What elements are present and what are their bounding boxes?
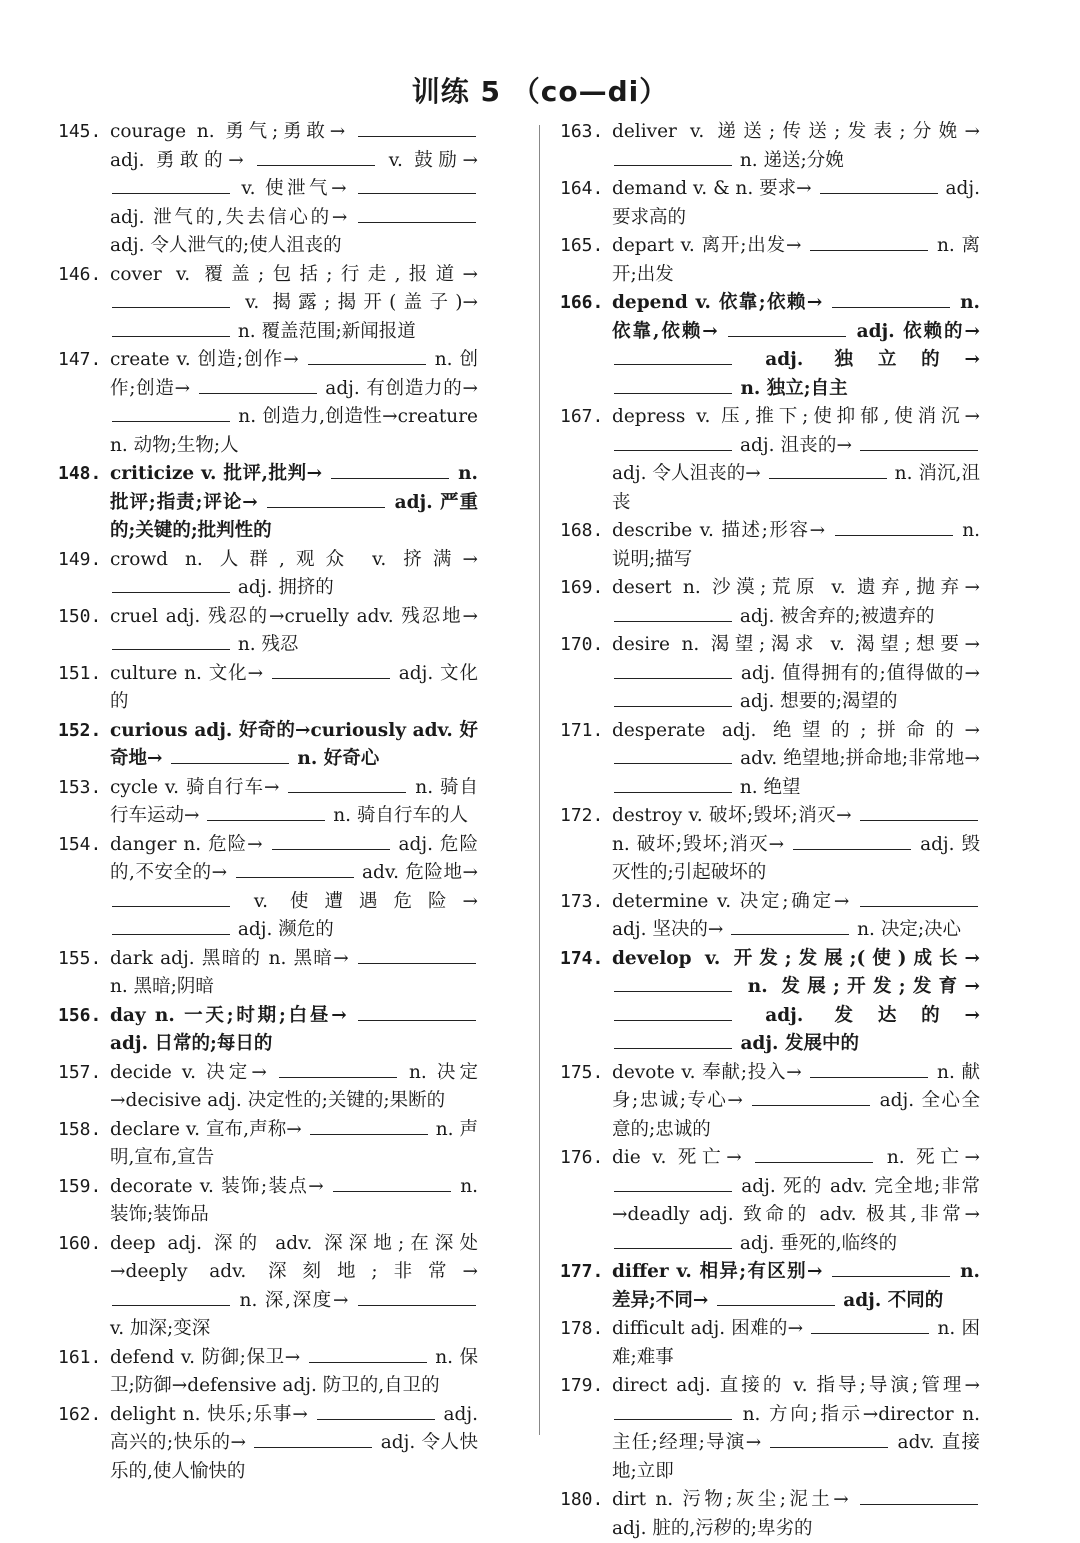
- entry-text: depend v. 依靠;依赖→ n. 依靠,依赖→ adj. 依赖的→ adj. 独立的→ n. 独立;自主: [612, 292, 980, 399]
- answer-blank[interactable]: [288, 774, 406, 793]
- entry-text: dark adj. 黑暗的 n. 黑暗→ n. 黑暗;阴暗: [110, 948, 478, 998]
- answer-blank[interactable]: [835, 517, 953, 536]
- answer-blank[interactable]: [731, 916, 849, 935]
- answer-blank[interactable]: [614, 432, 732, 451]
- entry-number: 174.: [560, 947, 604, 969]
- entry-number: 175.: [560, 1061, 604, 1083]
- answer-blank[interactable]: [279, 1059, 397, 1078]
- answer-blank[interactable]: [112, 318, 230, 337]
- answer-blank[interactable]: [860, 432, 978, 451]
- entry-number: 150.: [58, 605, 102, 627]
- vocab-entry: [58, 774, 478, 831]
- answer-blank[interactable]: [860, 802, 978, 821]
- answer-blank[interactable]: [254, 1429, 372, 1448]
- answer-blank[interactable]: [810, 232, 928, 251]
- left-column: [58, 118, 478, 1486]
- entry-number: 154.: [58, 833, 102, 855]
- answer-blank[interactable]: [331, 460, 449, 479]
- entry-number: 169.: [560, 577, 604, 598]
- entry-text: crowd n. 人群,观众 v. 挤满→ adj. 拥挤的: [110, 548, 478, 598]
- answer-blank[interactable]: [770, 1429, 888, 1448]
- answer-blank[interactable]: [112, 631, 230, 650]
- answer-blank[interactable]: [207, 802, 325, 821]
- entry-text: cover v. 覆盖;包括;行走,报道→ v. 揭露;揭开(盖子)→ n. 覆盖范围;新闻报道: [110, 263, 478, 342]
- entry-text: describe v. 描述;形容→ n. 说明;描写: [612, 520, 980, 570]
- entry-number: 168.: [560, 520, 604, 541]
- entry-text: deliver v. 递送;传送;发表;分娩→ n. 递送;分娩: [612, 121, 980, 171]
- column-divider: [539, 125, 540, 1435]
- entry-text: curious adj. 好奇的→curiously adv. 好奇地→ n. 好奇心: [110, 719, 478, 769]
- answer-blank[interactable]: [358, 118, 476, 137]
- entry-number: 166.: [560, 292, 604, 313]
- answer-blank[interactable]: [272, 831, 390, 850]
- answer-blank[interactable]: [267, 489, 385, 508]
- answer-blank[interactable]: [793, 831, 911, 850]
- answer-blank[interactable]: [832, 289, 950, 308]
- entry-text: declare v. 宣布,声称→ n. 声明,宣布,宣告: [110, 1119, 478, 1169]
- answer-blank[interactable]: [309, 1344, 427, 1363]
- answer-blank[interactable]: [752, 1087, 870, 1106]
- vocab-entry: [58, 1344, 478, 1401]
- answer-blank[interactable]: [717, 1287, 835, 1306]
- answer-blank[interactable]: [358, 204, 476, 223]
- answer-blank[interactable]: [614, 688, 732, 707]
- entry-number: 163.: [560, 121, 604, 142]
- entry-text: die v. 死亡→ n. 死亡→ adj. 死的 adv. 完全地;非常→deadly adj. 致命的 adv. 极其,非常→ adj. 垂死的,临终的: [612, 1147, 980, 1254]
- vocab-entry: [560, 631, 980, 717]
- entry-text: difficult adj. 困难的→ n. 困难;难事: [612, 1318, 980, 1368]
- answer-blank[interactable]: [199, 375, 317, 394]
- vocab-entry: [560, 1258, 980, 1315]
- vocab-entry: [560, 118, 980, 175]
- entry-number: 152.: [58, 719, 102, 741]
- entry-text: culture n. 文化→ adj. 文化的: [110, 663, 478, 713]
- answer-blank[interactable]: [614, 1230, 732, 1249]
- entry-text: demand v. & n. 要求→ adj. 要求高的: [612, 178, 980, 228]
- answer-blank[interactable]: [614, 774, 732, 793]
- vocab-entry: [58, 1173, 478, 1230]
- answer-blank[interactable]: [755, 1144, 873, 1163]
- vocab-entry: [560, 717, 980, 803]
- entry-text: depart v. 离开;出发→ n. 离开;出发: [612, 235, 980, 285]
- entry-text: decide v. 决定→ n. 决定→decisive adj. 决定性的;关键的;果断的: [110, 1062, 478, 1112]
- entry-number: 164.: [560, 178, 604, 199]
- vocab-entry: [560, 1315, 980, 1372]
- entry-text: destroy v. 破坏;毁坏;消灭→ n. 破坏;毁坏;消灭→ adj. 毁灭性的;引起破坏的: [612, 805, 980, 883]
- entry-text: desert n. 沙漠;荒原 v. 遗弃,抛弃→ adj. 被舍弃的;被遗弃的: [612, 577, 980, 627]
- answer-blank[interactable]: [257, 147, 375, 166]
- answer-blank[interactable]: [358, 945, 476, 964]
- answer-blank[interactable]: [614, 375, 732, 394]
- vocab-entry: [560, 802, 980, 888]
- answer-blank[interactable]: [333, 1173, 451, 1192]
- entry-number: 165.: [560, 235, 604, 256]
- entry-number: 159.: [58, 1175, 102, 1197]
- vocab-entry: [58, 546, 478, 603]
- vocab-entry: [560, 289, 980, 403]
- entry-text: delight n. 快乐;乐事→ adj. 高兴的;快乐的→ adj. 令人快乐的,使人愉快的: [110, 1404, 478, 1482]
- vocab-entry: [58, 1002, 478, 1059]
- entry-text: desire n. 渴望;渴求 v. 渴望;想要→ adj. 值得拥有的;值得做的→ adj. 想要的;渴望的: [612, 634, 980, 712]
- answer-blank[interactable]: [614, 745, 732, 764]
- entry-text: decorate v. 装饰;装点→ n. 装饰;装饰品: [110, 1176, 478, 1226]
- answer-blank[interactable]: [112, 1287, 230, 1306]
- right-column: [560, 118, 980, 1543]
- vocab-entry: [560, 1486, 980, 1543]
- answer-blank[interactable]: [112, 574, 230, 593]
- entry-number: 148.: [58, 463, 102, 484]
- vocab-entry: [560, 1059, 980, 1145]
- answer-blank[interactable]: [112, 175, 230, 194]
- entry-text: dirt n. 污物;灰尘;泥土→ adj. 脏的,污秽的;卑劣的: [612, 1489, 980, 1539]
- answer-blank[interactable]: [317, 1401, 435, 1420]
- answer-blank[interactable]: [614, 973, 732, 992]
- answer-blank[interactable]: [860, 888, 978, 907]
- answer-blank[interactable]: [614, 147, 732, 166]
- vocab-entry: [58, 1401, 478, 1487]
- answer-blank[interactable]: [614, 1030, 732, 1049]
- answer-blank[interactable]: [272, 660, 390, 679]
- answer-blank[interactable]: [860, 1486, 978, 1505]
- entry-number: 173.: [560, 890, 604, 912]
- answer-blank[interactable]: [112, 289, 230, 308]
- vocab-entry: [560, 403, 980, 517]
- entry-number: 156.: [58, 1004, 102, 1026]
- answer-blank[interactable]: [112, 403, 230, 422]
- answer-blank[interactable]: [358, 1002, 476, 1021]
- entry-text: danger n. 危险→ adj. 危险的,不安全的→ adv. 危险地→ v. 使遭遇危险→ adj. 濒危的: [110, 834, 478, 941]
- answer-blank[interactable]: [171, 745, 289, 764]
- page-title: 训练 5 （co—di）: [411, 75, 669, 108]
- entry-number: 147.: [58, 349, 102, 370]
- vocab-entry: [58, 603, 478, 660]
- entry-text: determine v. 决定;确定→ adj. 坚决的→ n. 决定;决心: [612, 891, 980, 941]
- answer-blank[interactable]: [308, 346, 426, 365]
- vocab-entry: [58, 118, 478, 261]
- entry-number: 153.: [58, 776, 102, 798]
- entry-number: 180.: [560, 1489, 604, 1510]
- entry-text: devote v. 奉献;投入→ n. 献身;忠诚;专心→ adj. 全心全意的;忠诚的: [612, 1062, 980, 1140]
- entry-number: 179.: [560, 1375, 604, 1396]
- answer-blank[interactable]: [310, 1116, 428, 1135]
- entry-number: 151.: [58, 662, 102, 684]
- answer-blank[interactable]: [614, 603, 732, 622]
- answer-blank[interactable]: [112, 916, 230, 935]
- vocab-entry: [58, 660, 478, 717]
- entry-number: 145.: [58, 121, 102, 142]
- answer-blank[interactable]: [358, 175, 476, 194]
- entry-text: differ v. 相异;有区别→ n. 差异;不同→ adj. 不同的: [612, 1261, 980, 1311]
- vocab-entry: [560, 1372, 980, 1486]
- entry-number: 178.: [560, 1318, 604, 1339]
- entry-number: 172.: [560, 805, 604, 826]
- entry-text: direct adj. 直接的 v. 指导;导演;管理→ n. 方向;指示→director n. 主任;经理;导演→ adv. 直接地;立即: [612, 1375, 980, 1482]
- vocab-entry: [560, 1144, 980, 1258]
- answer-blank[interactable]: [614, 1401, 732, 1420]
- vocab-entry: [58, 346, 478, 460]
- answer-blank[interactable]: [358, 1287, 476, 1306]
- entry-text: create v. 创造;创作→ n. 创作;创造→ adj. 有创造力的→ n. 创造力,创造性→creature n. 动物;生物;人: [110, 349, 478, 456]
- entry-text: desperate adj. 绝望的;拼命的→ adv. 绝望地;拼命地;非常地→ n. 绝望: [612, 719, 980, 798]
- entry-number: 160.: [58, 1232, 102, 1254]
- entry-number: 167.: [560, 406, 604, 427]
- entry-number: 170.: [560, 634, 604, 655]
- vocab-entry: [560, 517, 980, 574]
- vocab-entry: [58, 945, 478, 1002]
- vocab-entry: [560, 945, 980, 1059]
- entry-number: 162.: [58, 1403, 102, 1425]
- answer-blank[interactable]: [728, 318, 846, 337]
- answer-blank[interactable]: [614, 660, 732, 679]
- entry-number: 157.: [58, 1061, 102, 1083]
- vocab-entry: [560, 574, 980, 631]
- vocab-entry: [560, 888, 980, 945]
- answer-blank[interactable]: [112, 888, 230, 907]
- entry-text: courage n. 勇气;勇敢→ adj. 勇敢的→ v. 鼓励→ v. 使泄气→ adj. 泄气的,失去信心的→ adj. 令人泄气的;使人沮丧的: [110, 121, 478, 256]
- entry-text: develop v. 开发;发展;(使)成长→ n. 发展;开发;发育→ adj. 发达的→ adj. 发展中的: [612, 947, 980, 1054]
- vocab-entry: [560, 175, 980, 232]
- entry-text: deep adj. 深的 adv. 深深地;在深处→deeply adv. 深刻地;非常→ n. 深,深度→ v. 加深;变深: [110, 1232, 478, 1339]
- answer-blank[interactable]: [811, 1315, 929, 1334]
- vocab-entry: [58, 831, 478, 945]
- vocab-entry: [58, 717, 478, 774]
- entry-number: 149.: [58, 548, 102, 570]
- answer-blank[interactable]: [614, 1173, 732, 1192]
- vocab-entry: [58, 261, 478, 347]
- vocab-entry: [58, 1116, 478, 1173]
- answer-blank[interactable]: [769, 460, 887, 479]
- entry-text: day n. 一天;时期;白昼→ adj. 日常的;每日的: [110, 1005, 478, 1055]
- vocab-entry: [58, 460, 478, 546]
- entry-text: criticize v. 批评,批判→ n. 批评;指责;评论→ adj. 严重的;关键的;批判性的: [110, 463, 478, 541]
- answer-blank[interactable]: [832, 1258, 950, 1277]
- answer-blank[interactable]: [236, 859, 354, 878]
- answer-blank[interactable]: [810, 1059, 928, 1078]
- answer-blank[interactable]: [614, 346, 732, 365]
- vocab-entry: [560, 232, 980, 289]
- entry-text: defend v. 防御;保卫→ n. 保卫;防御→defensive adj. 防卫的,自卫的: [110, 1347, 478, 1397]
- entry-number: 177.: [560, 1261, 604, 1282]
- entry-number: 161.: [58, 1346, 102, 1368]
- entry-number: 146.: [58, 263, 102, 285]
- entry-number: 158.: [58, 1118, 102, 1140]
- vocab-entry: [58, 1059, 478, 1116]
- vocab-entry: [58, 1230, 478, 1344]
- entry-number: 176.: [560, 1147, 604, 1168]
- entry-number: 155.: [58, 947, 102, 969]
- answer-blank[interactable]: [614, 1002, 732, 1021]
- entry-text: depress v. 压,推下;使抑郁,使消沉→ adj. 沮丧的→ adj. 令人沮丧的→ n. 消沉,沮丧: [612, 406, 980, 513]
- entry-text: cycle v. 骑自行车→ n. 骑自行车运动→ n. 骑自行车的人: [110, 777, 478, 827]
- entry-number: 171.: [560, 719, 604, 741]
- answer-blank[interactable]: [820, 175, 938, 194]
- entry-text: cruel adj. 残忍的→cruelly adv. 残忍地→ n. 残忍: [110, 605, 478, 655]
